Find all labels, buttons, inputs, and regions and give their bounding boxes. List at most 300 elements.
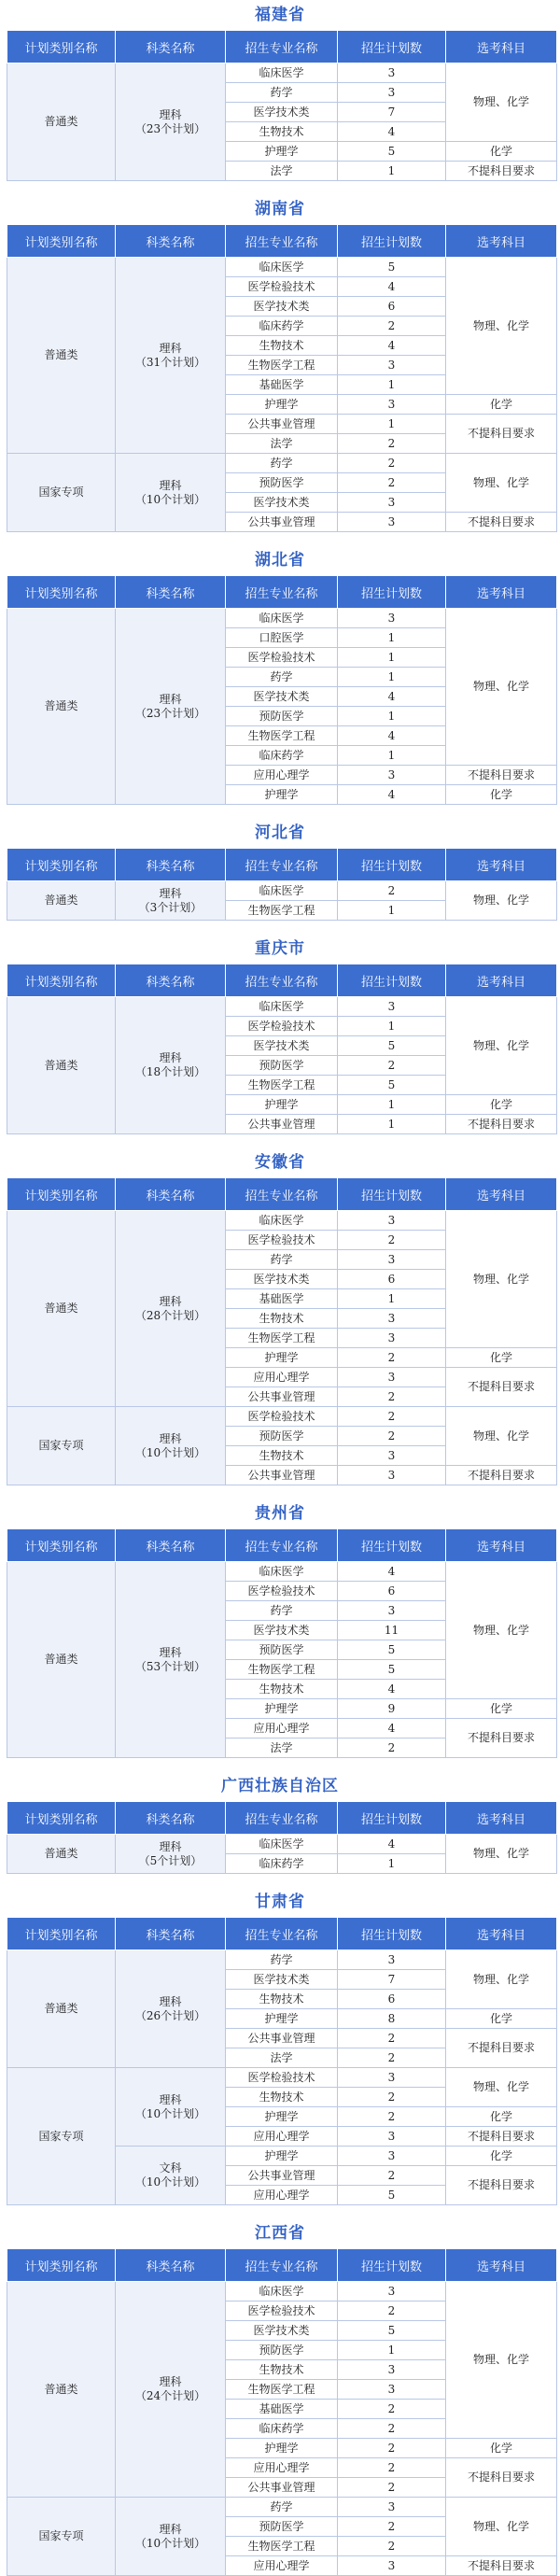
- quota-cell: 2: [338, 2419, 446, 2439]
- table-header: [7, 1178, 557, 1211]
- major-name-cell: 基础医学: [226, 1289, 338, 1309]
- quota-cell: 3: [338, 997, 446, 1017]
- major-name-cell: 公共事业管理: [226, 415, 338, 434]
- plan-category-cell: 普通类: [7, 63, 116, 181]
- quota-cell: 4: [338, 1719, 446, 1738]
- major-name-cell: 药学: [226, 1601, 338, 1621]
- subject-type-name: 理科: [159, 2375, 182, 2388]
- province-title: 贵州省: [255, 1504, 305, 1523]
- major-name-cell: 药学: [226, 1250, 338, 1270]
- major-name-cell: 公共事业管理: [226, 1387, 338, 1407]
- major-name-cell: 生物技术: [226, 336, 338, 356]
- major-name-cell: 生物医学工程: [226, 1660, 338, 1680]
- quota-cell: 3: [338, 1211, 446, 1231]
- quota-cell: 3: [338, 1950, 446, 1970]
- major-name-cell: 应用心理学: [226, 2458, 338, 2478]
- quota-cell: 1: [338, 648, 446, 668]
- major-name-cell: 临床药学: [226, 317, 338, 336]
- plan-category-cell: 普通类: [7, 997, 116, 1134]
- plan-count: （3个计划）: [138, 900, 203, 914]
- required-subjects-cell: 化学: [446, 2009, 557, 2029]
- required-subjects-cell: 化学: [446, 2439, 557, 2458]
- table-row: [7, 258, 557, 277]
- column-header: 招生专业名称: [226, 1802, 338, 1835]
- required-subjects-cell: 化学: [446, 142, 557, 162]
- quota-cell: 3: [338, 766, 446, 785]
- major-name-cell: 医学检验技术: [226, 1582, 338, 1601]
- quota-cell: 3: [338, 1368, 446, 1387]
- column-header: 计划类别名称: [7, 225, 116, 258]
- major-name-cell: 药学: [226, 454, 338, 473]
- province-title: 江西省: [255, 2224, 305, 2243]
- quota-cell: 2: [338, 2029, 446, 2048]
- required-subjects-cell: 物理、化学: [446, 1211, 557, 1348]
- quota-cell: 1: [338, 415, 446, 434]
- major-name-cell: 公共事业管理: [226, 2029, 338, 2048]
- plan-count: （24个计划）: [134, 2389, 206, 2402]
- quota-cell: 4: [338, 1835, 446, 1854]
- plan-count: （10个计划）: [134, 2536, 206, 2550]
- quota-cell: 6: [338, 297, 446, 317]
- plan-table: [7, 30, 557, 181]
- quota-cell: 3: [338, 1466, 446, 1485]
- table-body: [7, 1835, 557, 1874]
- subject-type-cell: [116, 609, 226, 805]
- quota-cell: 5: [338, 2186, 446, 2205]
- province-section: [0, 1499, 560, 1771]
- province-title: 甘肃省: [255, 1893, 305, 1911]
- plan-table: [7, 1177, 557, 1485]
- column-header: 科类名称: [116, 1802, 226, 1835]
- quota-cell: 3: [338, 395, 446, 415]
- required-subjects-cell: 不提科目要求: [446, 162, 557, 181]
- plan-category-cell: 国家专项: [7, 454, 116, 532]
- major-name-cell: 生物医学工程: [226, 2537, 338, 2556]
- subject-type-cell: [116, 2147, 226, 2205]
- major-name-cell: 医学技术类: [226, 2321, 338, 2341]
- province-section: [0, 2218, 560, 2576]
- table-header: [7, 849, 557, 881]
- column-header: 科类名称: [116, 576, 226, 609]
- subject-type-name: 理科: [159, 1839, 182, 1853]
- major-name-cell: 医学检验技术: [226, 277, 338, 297]
- quota-cell: 2: [338, 454, 446, 473]
- subject-type-name: 理科: [159, 1051, 182, 1064]
- quota-cell: 3: [338, 2282, 446, 2302]
- province-section: [0, 1771, 560, 1887]
- quota-cell: 5: [338, 1036, 446, 1056]
- subject-type-name: 理科: [159, 1645, 182, 1659]
- required-subjects-cell: 物理、化学: [446, 881, 557, 921]
- table-header: [7, 1529, 557, 1562]
- major-name-cell: 公共事业管理: [226, 2478, 338, 2498]
- subject-type-name: 理科: [159, 341, 182, 355]
- major-name-cell: 医学检验技术: [226, 1017, 338, 1036]
- quota-cell: 9: [338, 1699, 446, 1719]
- quota-cell: 5: [338, 142, 446, 162]
- major-name-cell: 临床医学: [226, 2282, 338, 2302]
- subject-type-cell: [116, 881, 226, 921]
- required-subjects-cell: 物理、化学: [446, 2068, 557, 2107]
- major-name-cell: 医学技术类: [226, 103, 338, 122]
- province-section: [0, 194, 560, 545]
- major-name-cell: 护理学: [226, 395, 338, 415]
- quota-cell: 4: [338, 1680, 446, 1699]
- major-name-cell: 护理学: [226, 2147, 338, 2166]
- subject-type-cell: [116, 258, 226, 454]
- required-subjects-cell: 不提科目要求: [446, 2458, 557, 2498]
- required-subjects-cell: 化学: [446, 785, 557, 805]
- table-body: [7, 63, 557, 181]
- major-name-cell: 生物医学工程: [226, 1329, 338, 1348]
- quota-cell: 2: [338, 1427, 446, 1446]
- major-name-cell: 公共事业管理: [226, 513, 338, 532]
- quota-cell: 1: [338, 901, 446, 921]
- quota-cell: 1: [338, 668, 446, 687]
- plan-count: （10个计划）: [134, 1445, 206, 1459]
- quota-cell: 2: [338, 1348, 446, 1368]
- required-subjects-cell: 物理、化学: [446, 1562, 557, 1699]
- column-header: 科类名称: [116, 1178, 226, 1211]
- plan-category-cell: 国家专项: [7, 2498, 116, 2576]
- column-header: 招生专业名称: [226, 964, 338, 997]
- major-name-cell: 医学技术类: [226, 687, 338, 707]
- major-name-cell: 临床药学: [226, 746, 338, 766]
- required-subjects-cell: 化学: [446, 2147, 557, 2166]
- quota-cell: 2: [338, 2166, 446, 2186]
- plan-count: （23个计划）: [134, 706, 206, 720]
- plan-category-cell: 普通类: [7, 1950, 116, 2068]
- table-row: [7, 2498, 557, 2517]
- quota-cell: 5: [338, 1640, 446, 1660]
- column-header: 招生专业名称: [226, 1178, 338, 1211]
- quota-cell: 3: [338, 513, 446, 532]
- quota-cell: 11: [338, 1621, 446, 1640]
- major-name-cell: 预防医学: [226, 1056, 338, 1076]
- column-header: 招生计划数: [338, 964, 446, 997]
- column-header: 招生专业名称: [226, 1529, 338, 1562]
- table-body: [7, 1562, 557, 1758]
- major-name-cell: 口腔医学: [226, 628, 338, 648]
- subject-type-name: 文科: [159, 2161, 182, 2175]
- major-name-cell: 生物技术: [226, 1990, 338, 2009]
- quota-cell: 5: [338, 2321, 446, 2341]
- major-name-cell: 应用心理学: [226, 2556, 338, 2576]
- plan-count: （26个计划）: [134, 2008, 206, 2022]
- quota-cell: 3: [338, 1329, 446, 1348]
- major-name-cell: 护理学: [226, 1348, 338, 1368]
- column-header: 招生专业名称: [226, 2249, 338, 2282]
- required-subjects-cell: 不提科目要求: [446, 2166, 557, 2205]
- quota-cell: 2: [338, 2517, 446, 2537]
- plan-count: （28个计划）: [134, 1308, 206, 1322]
- required-subjects-cell: 物理、化学: [446, 997, 557, 1095]
- column-header: 科类名称: [116, 225, 226, 258]
- major-name-cell: 生物技术: [226, 1309, 338, 1329]
- major-name-cell: 公共事业管理: [226, 2166, 338, 2186]
- column-header: 计划类别名称: [7, 1918, 116, 1950]
- column-header: 招生计划数: [338, 1529, 446, 1562]
- quota-cell: 7: [338, 103, 446, 122]
- quota-cell: 1: [338, 2341, 446, 2360]
- required-subjects-cell: 物理、化学: [446, 2498, 557, 2556]
- major-name-cell: 法学: [226, 434, 338, 454]
- major-name-cell: 医学检验技术: [226, 1407, 338, 1427]
- plan-category-cell: 国家专项: [7, 2068, 116, 2205]
- required-subjects-cell: 化学: [446, 395, 557, 415]
- column-header: 计划类别名称: [7, 1529, 116, 1562]
- section-gap: [0, 805, 560, 818]
- major-name-cell: 临床医学: [226, 1835, 338, 1854]
- plan-category-cell: 普通类: [7, 609, 116, 805]
- column-header: 科类名称: [116, 1529, 226, 1562]
- subject-type-cell: [116, 1562, 226, 1758]
- major-name-cell: 应用心理学: [226, 1719, 338, 1738]
- quota-cell: 3: [338, 2127, 446, 2147]
- section-gap: [0, 1485, 560, 1499]
- required-subjects-cell: 物理、化学: [446, 1835, 557, 1874]
- required-subjects-cell: 不提科目要求: [446, 1368, 557, 1407]
- province-title: 湖南省: [255, 200, 305, 218]
- column-header: 招生计划数: [338, 1178, 446, 1211]
- province-section: [0, 0, 560, 194]
- quota-cell: 3: [338, 83, 446, 103]
- subject-type-cell: [116, 2068, 226, 2147]
- major-name-cell: 药学: [226, 1950, 338, 1970]
- quota-cell: 4: [338, 122, 446, 142]
- subject-type-cell: [116, 454, 226, 532]
- province-section: [0, 1147, 560, 1499]
- section-gap: [0, 1134, 560, 1147]
- major-name-cell: 生物医学工程: [226, 726, 338, 746]
- column-header: 选考科目: [446, 31, 557, 63]
- province-title: 湖北省: [255, 551, 305, 570]
- major-name-cell: 医学检验技术: [226, 2302, 338, 2321]
- table-header: [7, 1802, 557, 1835]
- major-name-cell: 生物技术: [226, 1680, 338, 1699]
- quota-cell: 2: [338, 2478, 446, 2498]
- required-subjects-cell: 不提科目要求: [446, 2556, 557, 2576]
- quota-cell: 1: [338, 1115, 446, 1134]
- subject-type-cell: [116, 63, 226, 181]
- column-header: 选考科目: [446, 1529, 557, 1562]
- major-name-cell: 医学检验技术: [226, 648, 338, 668]
- table-row: [7, 1950, 557, 1970]
- plan-count: （10个计划）: [134, 2175, 206, 2189]
- section-gap: [0, 1758, 560, 1771]
- major-name-cell: 基础医学: [226, 375, 338, 395]
- major-name-cell: 生物技术: [226, 1446, 338, 1466]
- required-subjects-cell: 不提科目要求: [446, 415, 557, 454]
- quota-cell: 2: [338, 2400, 446, 2419]
- quota-cell: 8: [338, 2009, 446, 2029]
- required-subjects-cell: 不提科目要求: [446, 2029, 557, 2068]
- major-name-cell: 应用心理学: [226, 2127, 338, 2147]
- province-section: [0, 818, 560, 934]
- major-name-cell: 临床医学: [226, 997, 338, 1017]
- column-header: 选考科目: [446, 849, 557, 881]
- subject-type-name: 理科: [159, 1994, 182, 2008]
- major-name-cell: 生物医学工程: [226, 2380, 338, 2400]
- table-header: [7, 225, 557, 258]
- plan-count: （18个计划）: [134, 1065, 206, 1078]
- quota-cell: 1: [338, 162, 446, 181]
- subject-type-name: 理科: [159, 1294, 182, 1308]
- quota-cell: 4: [338, 1562, 446, 1582]
- subject-type-name: 理科: [159, 886, 182, 900]
- quota-cell: 1: [338, 628, 446, 648]
- required-subjects-cell: 物理、化学: [446, 63, 557, 142]
- column-header: 科类名称: [116, 849, 226, 881]
- column-header: 选考科目: [446, 1802, 557, 1835]
- plan-table: [7, 1801, 557, 1874]
- plan-count: （23个计划）: [134, 121, 206, 135]
- column-header: 招生计划数: [338, 2249, 446, 2282]
- plan-count: （53个计划）: [134, 1659, 206, 1673]
- column-header: 招生专业名称: [226, 225, 338, 258]
- quota-cell: 5: [338, 1660, 446, 1680]
- subject-type-name: 理科: [159, 2092, 182, 2106]
- quota-cell: 3: [338, 2380, 446, 2400]
- plan-table: [7, 575, 557, 805]
- quota-cell: 2: [338, 317, 446, 336]
- major-name-cell: 医学检验技术: [226, 1231, 338, 1250]
- province-section: [0, 545, 560, 818]
- plan-category-cell: 国家专项: [7, 1407, 116, 1485]
- quota-cell: 2: [338, 1231, 446, 1250]
- major-name-cell: 临床医学: [226, 1211, 338, 1231]
- major-name-cell: 临床医学: [226, 258, 338, 277]
- major-name-cell: 药学: [226, 668, 338, 687]
- quota-cell: 6: [338, 1582, 446, 1601]
- subject-type-cell: [116, 2498, 226, 2576]
- required-subjects-cell: 化学: [446, 2107, 557, 2127]
- plan-table: [7, 964, 557, 1134]
- column-header: 科类名称: [116, 964, 226, 997]
- quota-cell: 4: [338, 277, 446, 297]
- required-subjects-cell: 不提科目要求: [446, 513, 557, 532]
- required-subjects-cell: 化学: [446, 1348, 557, 1368]
- plan-table: [7, 224, 557, 532]
- major-name-cell: 药学: [226, 2498, 338, 2517]
- column-header: 招生计划数: [338, 225, 446, 258]
- major-name-cell: 预防医学: [226, 707, 338, 726]
- quota-cell: 5: [338, 258, 446, 277]
- province-title: 福建省: [255, 6, 305, 24]
- required-subjects-cell: 不提科目要求: [446, 1719, 557, 1758]
- quota-cell: 3: [338, 1446, 446, 1466]
- major-name-cell: 临床医学: [226, 881, 338, 901]
- quota-cell: 3: [338, 356, 446, 375]
- quota-cell: 3: [338, 2556, 446, 2576]
- column-header: 招生计划数: [338, 849, 446, 881]
- required-subjects-cell: 物理、化学: [446, 1950, 557, 2009]
- plan-table: [7, 1528, 557, 1758]
- quota-cell: 7: [338, 1970, 446, 1990]
- table-row: [7, 63, 557, 83]
- subject-type-cell: [116, 1835, 226, 1874]
- major-name-cell: 医学技术类: [226, 1270, 338, 1289]
- column-header: 计划类别名称: [7, 964, 116, 997]
- major-name-cell: 生物医学工程: [226, 1076, 338, 1095]
- plan-count: （31个计划）: [134, 355, 206, 369]
- required-subjects-cell: 化学: [446, 1095, 557, 1115]
- major-name-cell: 法学: [226, 2048, 338, 2068]
- plan-category-cell: 普通类: [7, 1562, 116, 1758]
- major-name-cell: 预防医学: [226, 2517, 338, 2537]
- major-name-cell: 预防医学: [226, 473, 338, 493]
- subject-type-cell: [116, 1211, 226, 1407]
- quota-cell: 2: [338, 2088, 446, 2107]
- major-name-cell: 生物技术: [226, 2088, 338, 2107]
- column-header: 计划类别名称: [7, 1178, 116, 1211]
- major-name-cell: 医学技术类: [226, 297, 338, 317]
- quota-cell: 1: [338, 1854, 446, 1874]
- major-name-cell: 护理学: [226, 785, 338, 805]
- table-row: [7, 1835, 557, 1854]
- table-header: [7, 1918, 557, 1950]
- required-subjects-cell: 不提科目要求: [446, 766, 557, 785]
- major-name-cell: 护理学: [226, 142, 338, 162]
- table-row: [7, 2068, 557, 2088]
- required-subjects-cell: 物理、化学: [446, 2282, 557, 2439]
- quota-cell: 6: [338, 1270, 446, 1289]
- quota-cell: 3: [338, 2360, 446, 2380]
- quota-cell: 2: [338, 1407, 446, 1427]
- section-gap: [0, 921, 560, 934]
- table-row: [7, 1562, 557, 1582]
- column-header: 计划类别名称: [7, 2249, 116, 2282]
- plan-table: [7, 1917, 557, 2205]
- quota-cell: 3: [338, 493, 446, 513]
- plan-category-cell: 普通类: [7, 1211, 116, 1407]
- quota-cell: 2: [338, 2302, 446, 2321]
- column-header: 科类名称: [116, 1918, 226, 1950]
- column-header: 招生专业名称: [226, 1918, 338, 1950]
- province-title: 安徽省: [255, 1153, 305, 1172]
- column-header: 招生专业名称: [226, 576, 338, 609]
- quota-cell: 2: [338, 2439, 446, 2458]
- column-header: 科类名称: [116, 2249, 226, 2282]
- plan-count: （10个计划）: [134, 492, 206, 506]
- column-header: 招生专业名称: [226, 849, 338, 881]
- major-name-cell: 法学: [226, 1738, 338, 1758]
- major-name-cell: 护理学: [226, 2107, 338, 2127]
- quota-cell: 3: [338, 2147, 446, 2166]
- table-row: [7, 997, 557, 1017]
- quota-cell: 2: [338, 1056, 446, 1076]
- table-row: [7, 1211, 557, 1231]
- subject-type-name: 理科: [159, 1431, 182, 1445]
- major-name-cell: 临床医学: [226, 609, 338, 628]
- major-name-cell: 临床医学: [226, 63, 338, 83]
- subject-type-cell: [116, 1407, 226, 1485]
- column-header: 选考科目: [446, 964, 557, 997]
- major-name-cell: 临床医学: [226, 1562, 338, 1582]
- table-row: [7, 454, 557, 473]
- major-name-cell: 预防医学: [226, 2341, 338, 2360]
- plan-table: [7, 848, 557, 921]
- major-name-cell: 生物医学工程: [226, 901, 338, 921]
- column-header: 选考科目: [446, 576, 557, 609]
- quota-cell: 4: [338, 726, 446, 746]
- table-body: [7, 881, 557, 921]
- required-subjects-cell: 物理、化学: [446, 258, 557, 395]
- quota-cell: 3: [338, 1250, 446, 1270]
- major-name-cell: 临床药学: [226, 2419, 338, 2439]
- required-subjects-cell: 物理、化学: [446, 1407, 557, 1466]
- subject-type-name: 理科: [159, 107, 182, 121]
